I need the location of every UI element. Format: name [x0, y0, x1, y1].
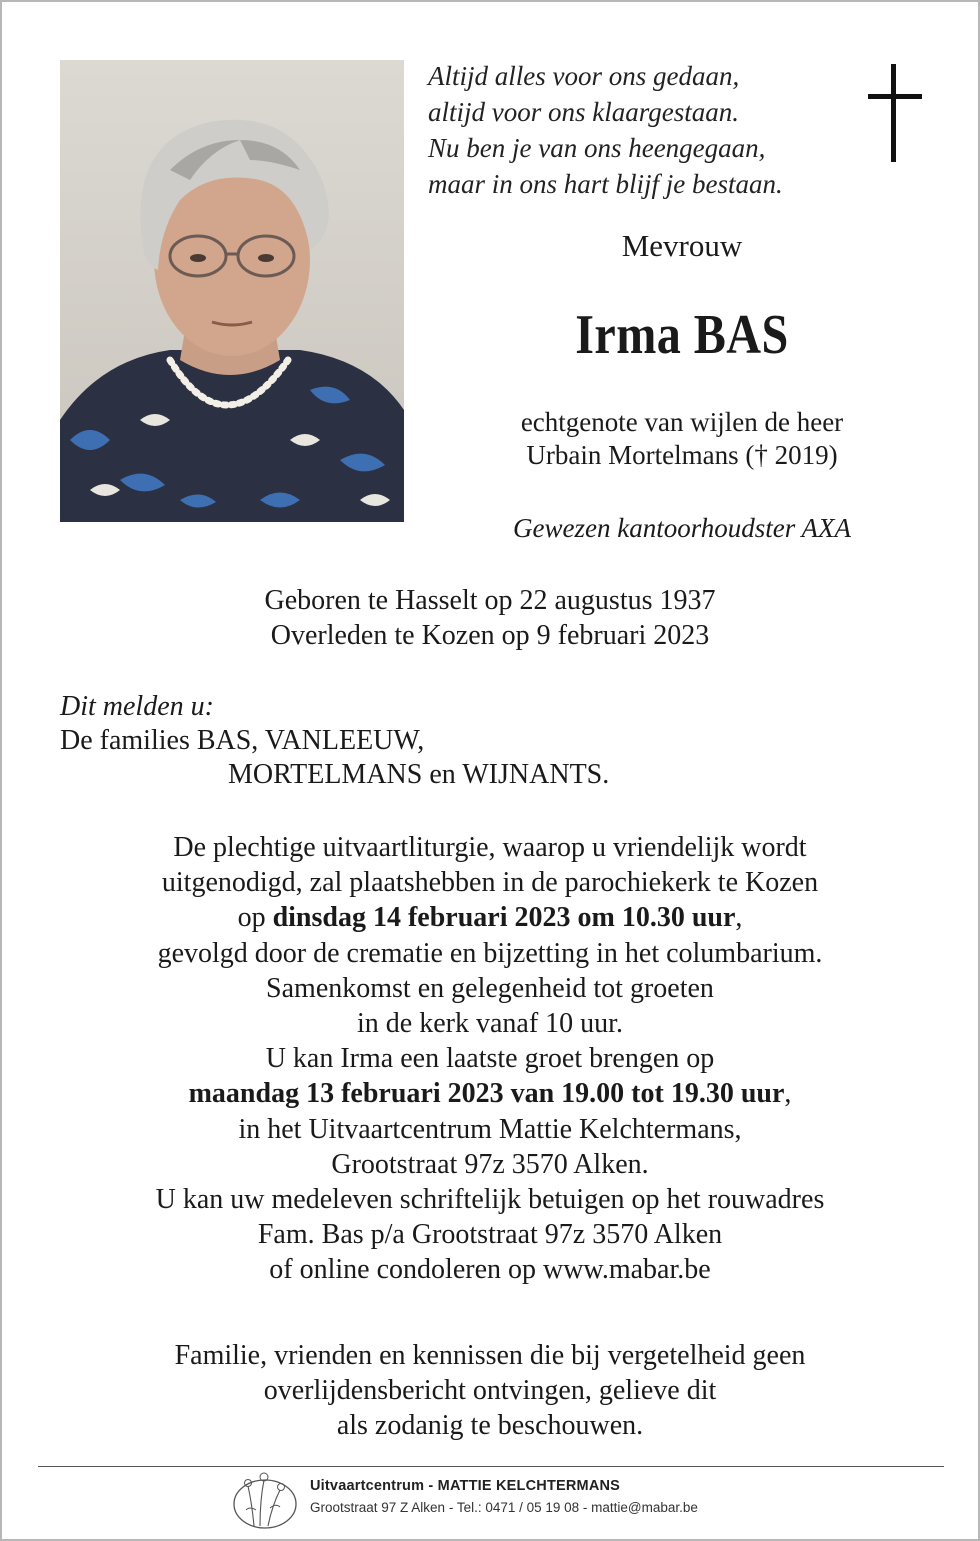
- memorial-poem: [428, 58, 858, 202]
- visitation-date-time: maandag 13 februari 2023 van 19.00 tot 19.30 uur: [188, 1078, 785, 1110]
- closing-line: overlijdensbericht ontvingen, gelieve dit: [263, 1375, 717, 1406]
- announcers-intro: Dit melden u:: [60, 691, 214, 722]
- birth-line: Geboren te Hasselt op 22 augustus 1937: [264, 585, 716, 616]
- birth-death-dates: [2, 583, 978, 653]
- closing-note: [2, 1338, 978, 1443]
- funeral-home-address: Grootstraat 97 Z Alken - Tel.: 0471 / 05 19 08 - mattie@mabar.be: [310, 1500, 698, 1515]
- deceased-name: Irma BAS: [575, 304, 789, 366]
- announcers: [60, 690, 920, 792]
- ceremony-line: [2, 900, 978, 935]
- honorific-title: Mevrouw: [621, 228, 743, 263]
- ceremony-line: of online condoleren op www.mabar.be: [269, 1254, 711, 1286]
- closing-line: Familie, vrienden en kennissen die bij vergetelheid geen: [174, 1340, 806, 1371]
- ceremony-line: in de kerk vanaf 10 uur.: [357, 1008, 623, 1040]
- ceremony-line: uitgenodigd, zal plaatshebben in de parochiekerk te Kozen: [161, 867, 819, 899]
- portrait-illustration: [60, 60, 404, 522]
- portrait-photo: [60, 60, 404, 522]
- ceremony-line: [2, 1076, 978, 1111]
- poem-line: Nu ben je van ons heengegaan,: [428, 133, 766, 163]
- ceremony-details: [2, 830, 978, 1288]
- ceremony-line: De plechtige uitvaartliturgie, waarop u vriendelijk wordt: [173, 832, 807, 863]
- spouse-line: echtgenote van wijlen de heer: [520, 407, 844, 437]
- ceremony-line: U kan uw medeleven schriftelijk betuigen op het rouwadres: [155, 1184, 825, 1216]
- ceremony-line: U kan Irma een laatste groet brengen op: [265, 1043, 715, 1075]
- funeral-home-name: Uitvaartcentrum - MATTIE KELCHTERMANS: [310, 1478, 621, 1494]
- poem-line: Altijd alles voor ons gedaan,: [428, 61, 740, 91]
- ceremony-text: ,: [784, 1078, 792, 1110]
- ceremony-line: gevolgd door de crematie en bijzetting in het columbarium.: [157, 937, 823, 969]
- funeral-date-time: dinsdag 14 februari 2023 om 10.30 uur: [272, 902, 736, 934]
- death-line: Overleden te Kozen op 9 februari 2023: [270, 620, 710, 651]
- ceremony-text: ,: [735, 902, 743, 934]
- closing-line: als zodanig te beschouwen.: [336, 1410, 644, 1441]
- poem-line: maar in ons hart blijf je bestaan.: [428, 169, 783, 199]
- spouse-line: Urbain Mortelmans († 2019): [526, 440, 838, 470]
- ceremony-line: Fam. Bas p/a Grootstraat 97z 3570 Alken: [257, 1219, 723, 1251]
- announcers-line: De families BAS, VANLEEUW,: [60, 725, 425, 756]
- spouse-info: [442, 406, 922, 472]
- flower-logo-icon: [230, 1470, 300, 1532]
- ceremony-line: in het Uitvaartcentrum Mattie Kelchtermans,: [238, 1113, 742, 1145]
- footer-divider: [38, 1466, 944, 1467]
- occupation: Gewezen kantoorhoudster AXA: [513, 513, 851, 543]
- announcers-line: MORTELMANS en WIJNANTS.: [228, 759, 610, 790]
- poem-line: altijd voor ons klaargestaan.: [428, 97, 739, 127]
- cross-icon: [864, 64, 924, 162]
- ceremony-text: op: [237, 902, 273, 934]
- ceremony-line: Samenkomst en gelegenheid tot groeten: [266, 972, 714, 1004]
- ceremony-line: Grootstraat 97z 3570 Alken.: [331, 1148, 649, 1180]
